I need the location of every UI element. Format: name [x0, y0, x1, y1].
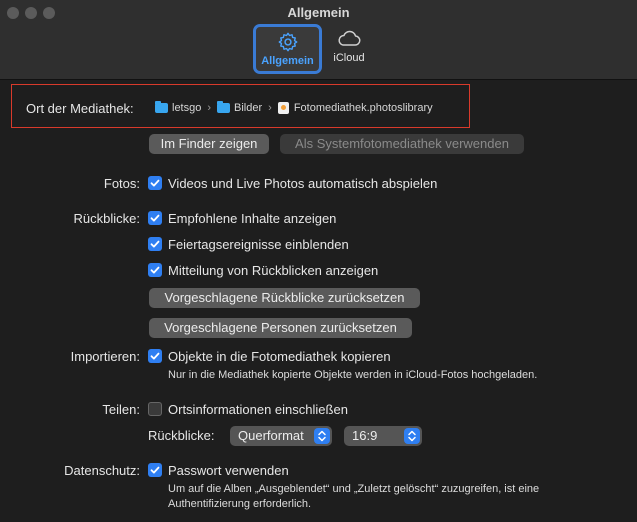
show-in-finder-button[interactable]: Im Finder zeigen: [149, 134, 269, 154]
privacy-note: Um auf die Alben „Ausgeblendet“ und „Zuletzt gelöscht“ zuzugreifen, ist eine Authentifizierung erforderlich.: [168, 483, 540, 510]
checkmark-icon: [149, 264, 161, 276]
window-title: Allgemein: [287, 5, 350, 20]
use-password-label: Passwort verwenden: [168, 463, 289, 478]
teilen-label: Teilen:: [102, 402, 140, 417]
importieren-label: Importieren:: [70, 349, 140, 364]
gear-icon: [277, 31, 299, 53]
format-select[interactable]: [230, 426, 332, 446]
path-item-library: Fotomediathek.photoslibrary: [293, 102, 433, 114]
memories-notification-label: Mitteilung von Rückblicken anzeigen: [168, 263, 379, 278]
holiday-events-label: Feiertagsereignisse einblenden: [168, 237, 349, 252]
recommended-content-label: Empfohlene Inhalte anzeigen: [168, 211, 337, 226]
rueckblicke-label: Rückblicke:: [73, 211, 140, 226]
folder-icon: [217, 103, 230, 113]
recommended-content-checkbox[interactable]: [148, 211, 162, 225]
import-note: Nur in die Mediathek kopierte Objekte werden in iCloud-Fotos hochgeladen.: [168, 369, 538, 381]
autoplay-label: Videos und Live Photos automatisch abspielen: [168, 176, 438, 191]
checkmark-icon: [149, 238, 161, 250]
format-select-value: Querformat: [238, 428, 304, 443]
use-password-checkbox[interactable]: [148, 463, 162, 477]
fotos-label: Fotos:: [103, 176, 140, 191]
folder-icon: [155, 103, 168, 113]
autoplay-checkbox[interactable]: [148, 176, 162, 190]
chevron-right-icon: ›: [207, 102, 212, 114]
holiday-events-checkbox[interactable]: [148, 237, 162, 251]
tab-allgemein[interactable]: [253, 24, 322, 74]
datenschutz-label: Datenschutz:: [64, 463, 140, 478]
checkmark-icon: [149, 350, 161, 362]
window-toolbar: [0, 0, 637, 80]
library-location-label: Ort der Mediathek:: [26, 101, 134, 116]
checkmark-icon: [149, 177, 161, 189]
copy-to-library-checkbox[interactable]: [148, 349, 162, 363]
checkmark-icon: [149, 464, 161, 476]
reset-suggested-memories-button[interactable]: Vorgeschlagene Rückblicke zurücksetzen: [149, 288, 420, 308]
updown-arrows-icon: [314, 428, 330, 444]
settings-pane: [0, 81, 637, 522]
ratio-select-value: 16:9: [352, 428, 378, 443]
updown-arrows-icon: [404, 428, 420, 444]
chevron-right-icon: ›: [268, 102, 272, 114]
checkmark-icon: [149, 212, 161, 224]
include-location-checkbox[interactable]: [148, 402, 162, 416]
copy-to-library-label: Objekte in die Fotomediathek kopieren: [168, 349, 391, 364]
cloud-icon: [336, 28, 362, 50]
library-path[interactable]: [155, 102, 433, 114]
path-item-bilder: Bilder: [234, 102, 263, 114]
memories-notification-checkbox[interactable]: [148, 263, 162, 277]
share-memories-label: Rückblicke:: [148, 428, 215, 443]
photos-library-icon: [278, 102, 289, 114]
tab-icloud[interactable]: [326, 24, 372, 74]
include-location-label: Ortsinformationen einschließen: [168, 402, 348, 417]
reset-suggested-people-button[interactable]: Vorgeschlagene Personen zurücksetzen: [149, 318, 412, 338]
tab-allgemein-label: Allgemein: [261, 55, 314, 67]
ratio-select[interactable]: [344, 426, 422, 446]
use-as-system-library-button[interactable]: Als Systemfotomediathek verwenden: [280, 134, 524, 154]
path-item-letsgo: letsgo: [172, 102, 202, 114]
tab-icloud-label: iCloud: [333, 52, 365, 64]
